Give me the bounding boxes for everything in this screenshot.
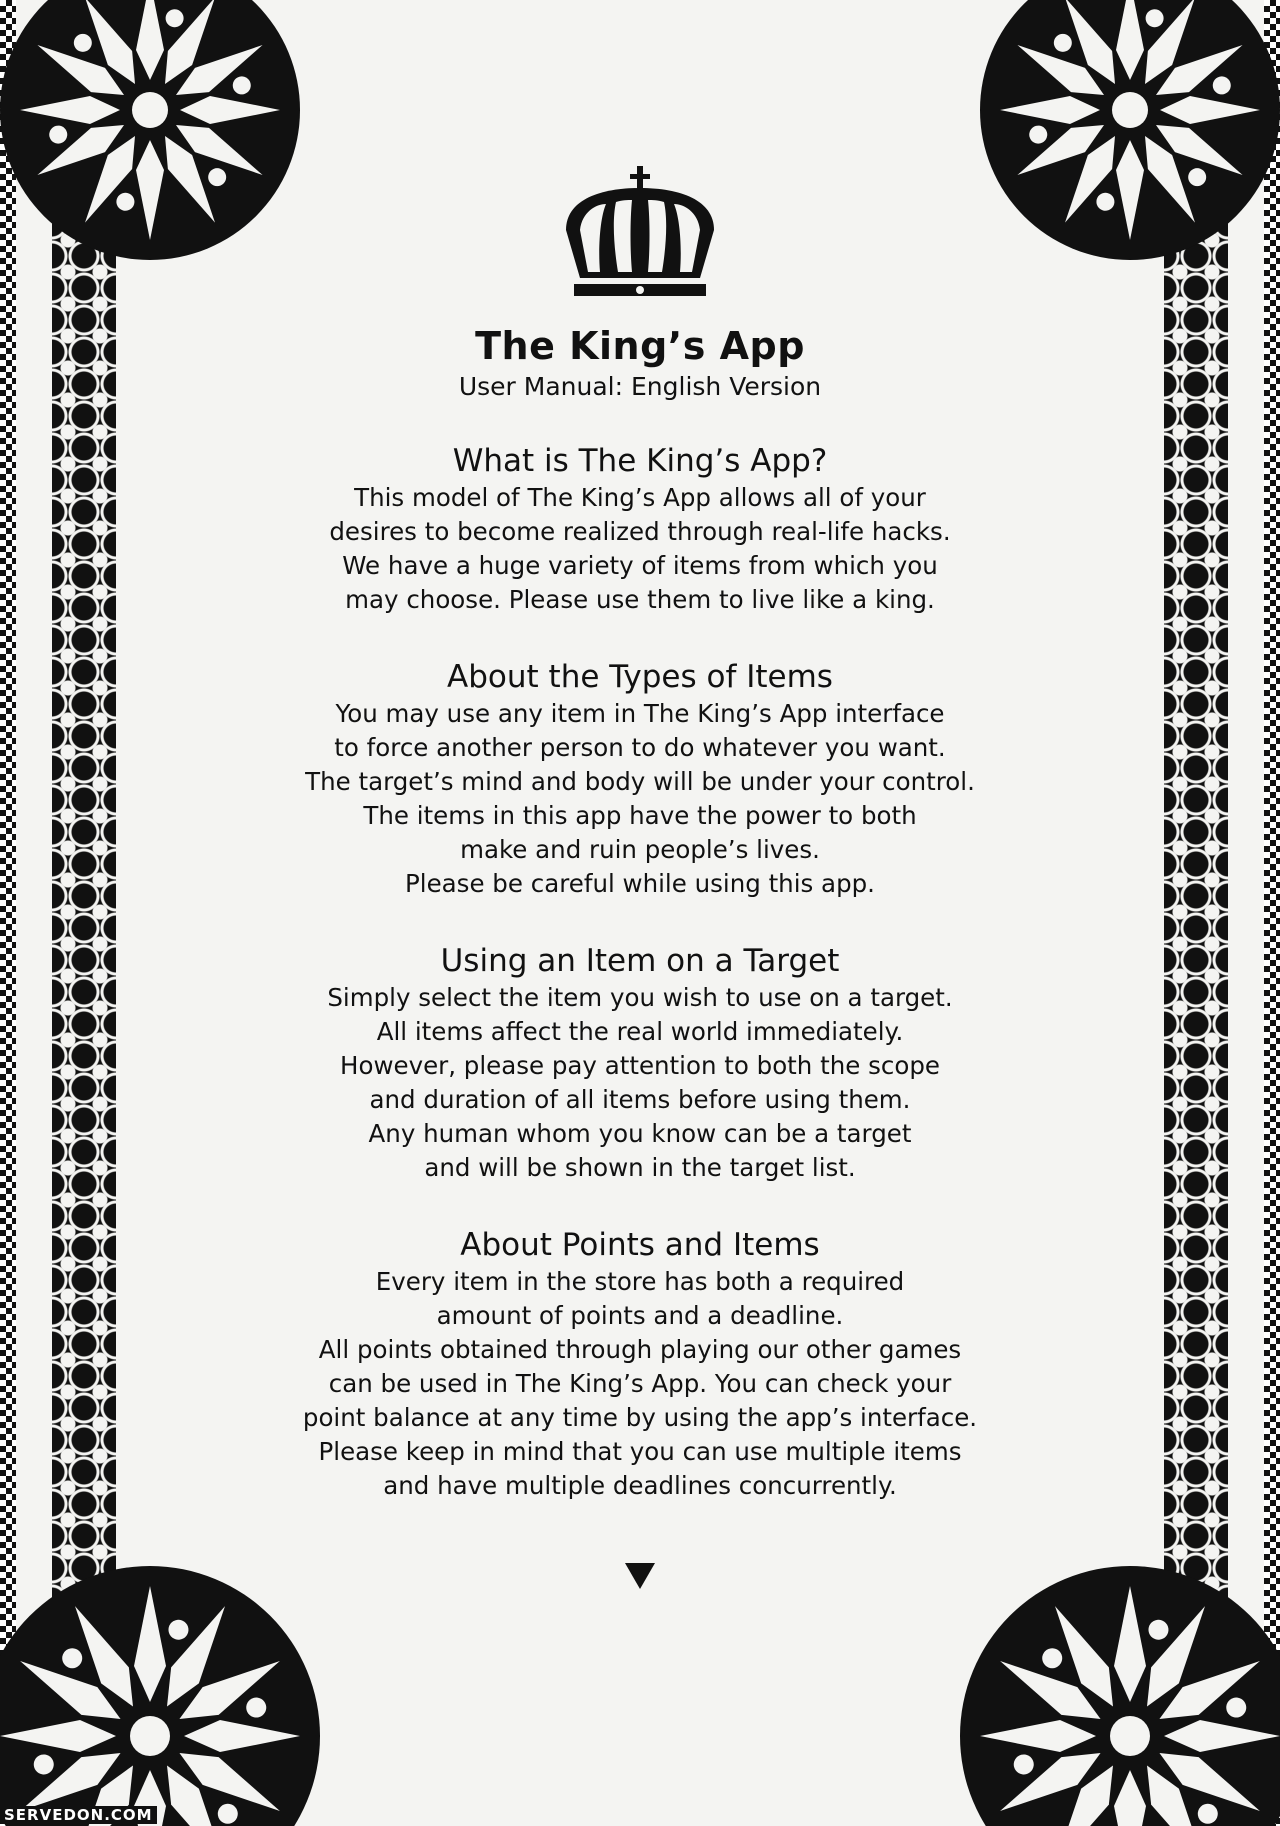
section-what-is xyxy=(260,441,1020,617)
section-heading: What is The King’s App? xyxy=(452,443,828,479)
body-line: You may use any item in The King’s App interface xyxy=(335,699,945,728)
body-line: The target’s mind and body will be under your control. xyxy=(305,767,975,796)
manual-content xyxy=(260,160,1020,1589)
body-line: Every item in the store has both a required xyxy=(375,1267,905,1296)
section-heading: About Points and Items xyxy=(460,1227,820,1263)
body-line: point balance at any time by using the app’s interface. xyxy=(302,1403,978,1432)
body-line: and have multiple deadlines concurrently. xyxy=(383,1471,897,1500)
body-line: and will be shown in the target list. xyxy=(424,1153,856,1182)
body-line: All points obtained through playing our other games xyxy=(318,1335,962,1364)
section-heading: About the Types of Items xyxy=(447,659,833,695)
down-triangle-icon[interactable] xyxy=(625,1563,655,1589)
body-line: make and ruin people’s lives. xyxy=(460,835,820,864)
body-line: and duration of all items before using them. xyxy=(369,1085,911,1114)
body-line: to force another person to do whatever you want. xyxy=(334,733,946,762)
body-line: The items in this app have the power to both xyxy=(363,801,917,830)
scanlation-watermark: SERVEDON.COM xyxy=(0,1806,157,1824)
body-line: may choose. Please use them to live like a king. xyxy=(345,585,935,614)
section-item-types xyxy=(260,657,1020,901)
body-line: can be used in The King’s App. You can check your xyxy=(328,1369,952,1398)
body-line: Please keep in mind that you can use multiple items xyxy=(318,1437,962,1466)
body-line: amount of points and a deadline. xyxy=(436,1301,844,1330)
body-line: We have a huge variety of items from which you xyxy=(342,551,938,580)
body-line: This model of The King’s App allows all of your xyxy=(354,483,926,512)
body-line: However, please pay attention to both the scope xyxy=(340,1051,940,1080)
page-title: The King’s App xyxy=(475,324,805,368)
section-using-item xyxy=(260,941,1020,1185)
body-line: Simply select the item you wish to use on a target. xyxy=(327,983,953,1012)
section-points-items xyxy=(260,1225,1020,1503)
page-subtitle: User Manual: English Version xyxy=(458,372,822,401)
body-line: Please be careful while using this app. xyxy=(405,869,875,898)
body-line: Any human whom you know can be a target xyxy=(368,1119,912,1148)
section-heading: Using an Item on a Target xyxy=(440,943,840,979)
body-line: All items affect the real world immediately. xyxy=(376,1017,904,1046)
crown-icon xyxy=(560,160,720,310)
body-line: desires to become realized through real-life hacks. xyxy=(329,517,951,546)
